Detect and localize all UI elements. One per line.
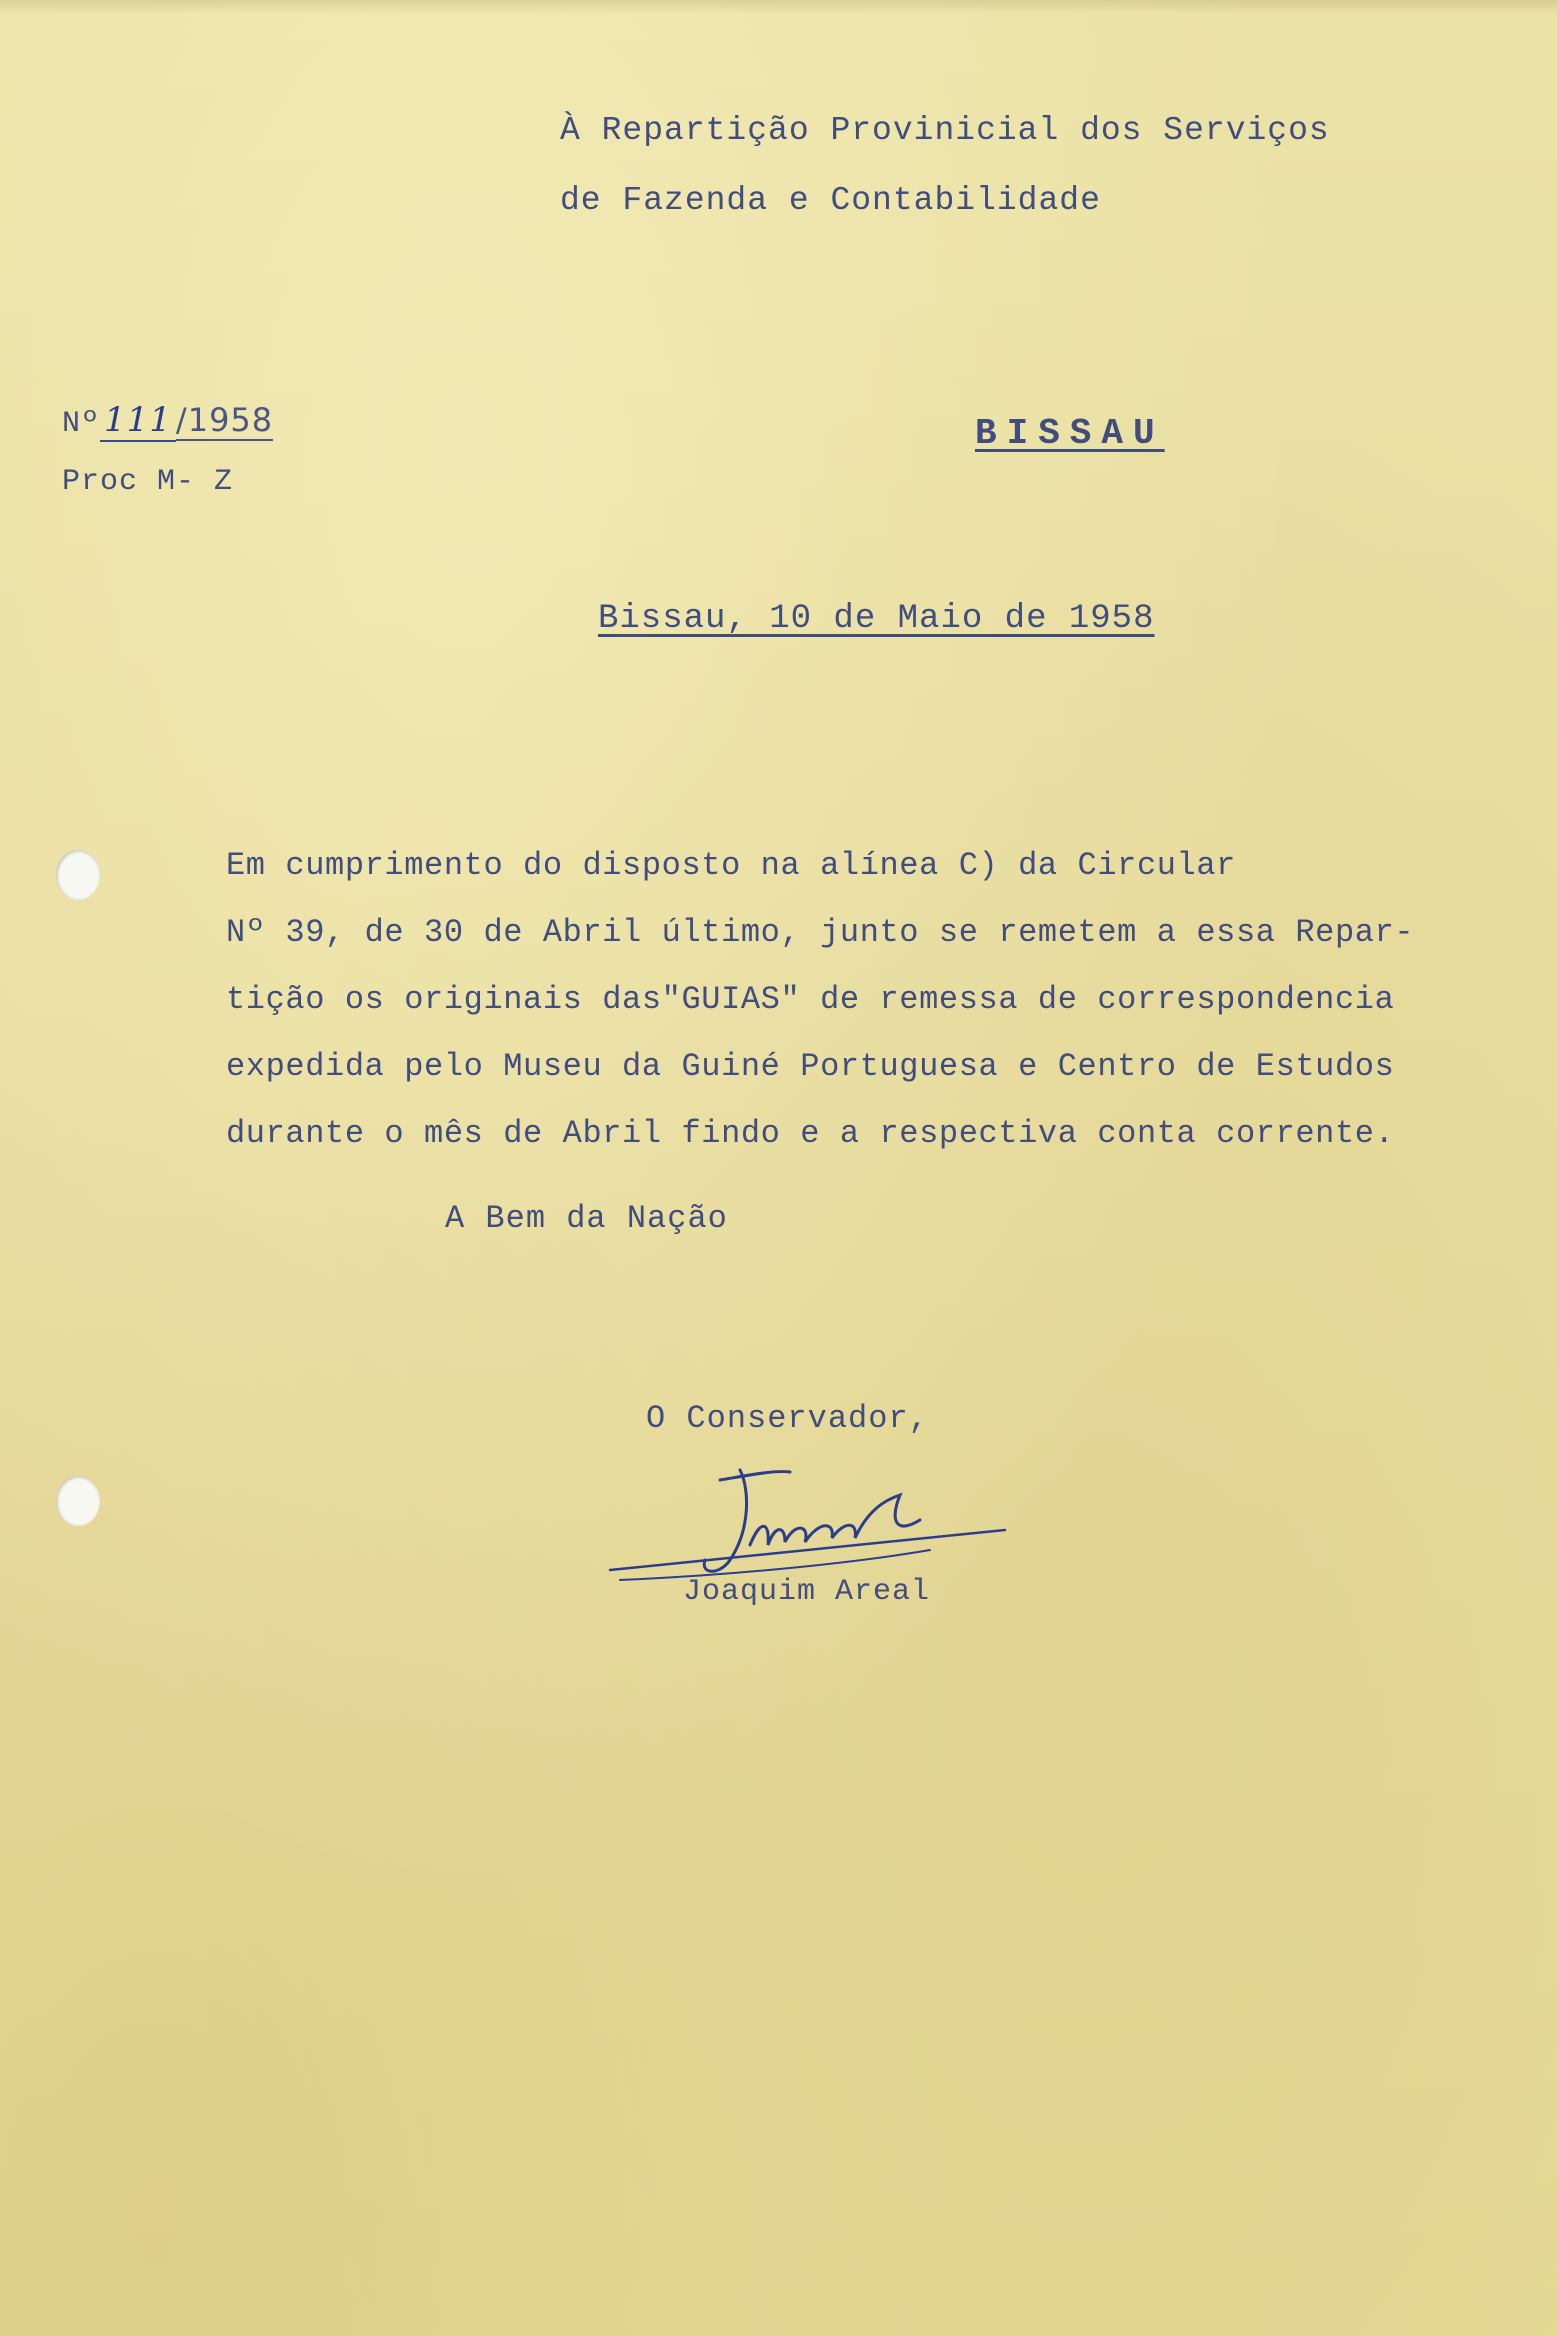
punch-hole-top — [56, 850, 100, 900]
date-line: Bissau, 10 de Maio de 1958 — [598, 600, 1155, 638]
addressee-line-2: de Fazenda e Contabilidade — [560, 182, 1101, 219]
reference-year: /1958 — [175, 401, 274, 439]
punch-hole-bottom — [56, 1476, 100, 1526]
closing-salutation: A Bem da Nação — [445, 1200, 728, 1237]
process-reference: Proc M- Z — [62, 465, 234, 499]
paper-top-edge — [0, 0, 1557, 14]
reference-label: Nº — [62, 407, 101, 441]
reference-number: 111 — [100, 400, 176, 442]
body-paragraph: Em cumprimento do disposto na alínea C) da Circular Nº 39, de 30 de Abril último, junto se remetem a essa Repar- tição os originais das"GUIAS" de remessa de correspondencia expedida pelo Museu da Guiné Portuguesa e Centro de Estudos durante o mês de Abril findo e a respectiva conta corrente. — [226, 847, 1415, 1152]
signoff-title: O Conservador, — [646, 1400, 929, 1437]
signatory-name: Joaquim Areal — [683, 1575, 931, 1609]
reference-number-line — [62, 400, 273, 441]
addressee-line-1: À Repartição Provinicial dos Serviços — [560, 112, 1330, 149]
place-heading: BISSAU — [975, 413, 1165, 454]
